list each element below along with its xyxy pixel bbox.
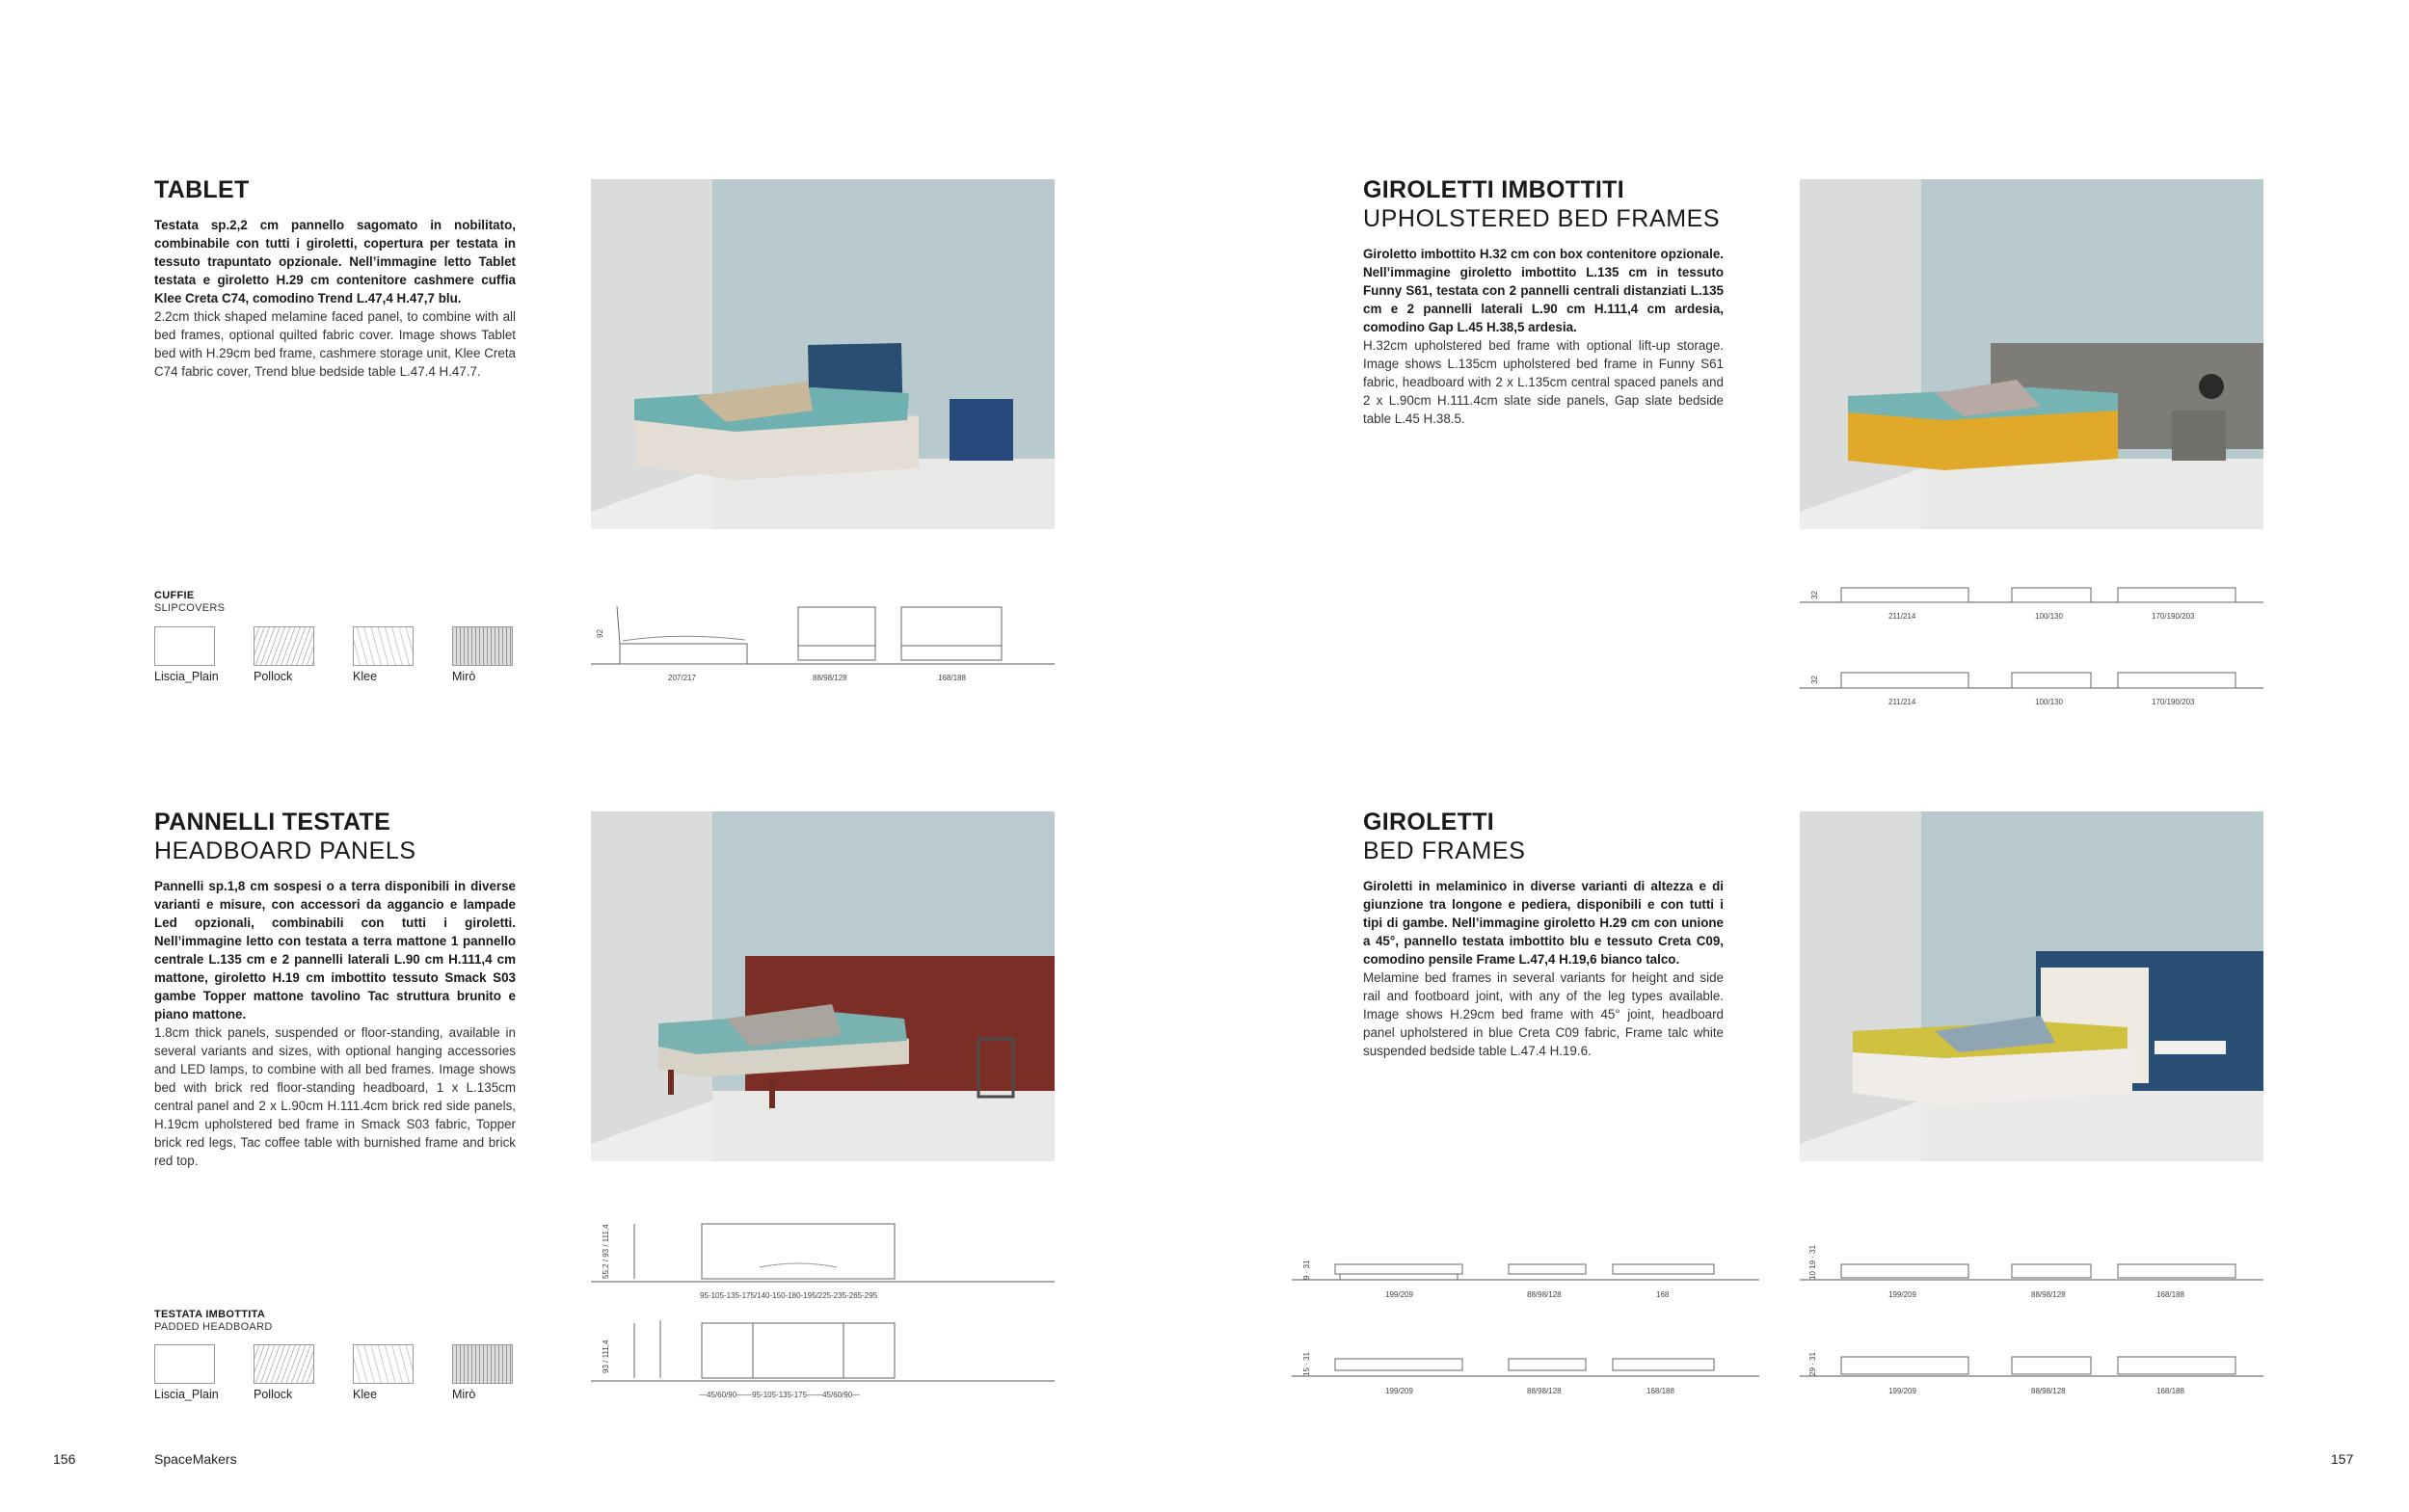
giroletti-dim-b: 88/98/128 <box>1527 1387 1562 1395</box>
giroletti-dim-a: 199/209 <box>1385 1387 1413 1395</box>
pannelli-padded <box>154 1309 273 1334</box>
imbottiti-dim-c: 170/190/203 <box>2152 698 2195 706</box>
brand-name: SpaceMakers <box>154 1451 237 1467</box>
imbottiti-dim-b: 100/130 <box>2035 698 2063 706</box>
swatch-label: Klee <box>353 1388 378 1401</box>
giroletti-dim-c: 168/188 <box>2156 1290 2184 1299</box>
giroletti-dim-h: 29 · 31 <box>1808 1352 1817 1376</box>
giroletti-dim-h: 10 19 · 31 <box>1808 1244 1817 1280</box>
giroletti-dim-b: 88/98/128 <box>1527 1290 1562 1299</box>
imbottiti-dim-h: 32 <box>1810 676 1819 684</box>
tablet-dim-h: 92 <box>596 629 604 638</box>
imbottiti-dim-b: 100/130 <box>2035 612 2063 621</box>
giroletti-text-en: Melamine bed frames in several variants for height and side rail and footboard joint, with any of the leg types available. Image shows H.29cm bed frame with 45° joint, headboard panel upholstered in blue Creta C09 fabric, Frame talc white suspended bedside table L.47.4 H.19.6. <box>1363 970 1724 1058</box>
giroletti-dim-a: 199/209 <box>1888 1387 1916 1395</box>
giroletti-section <box>1363 808 1724 1060</box>
giroletti-drawing-left <box>1292 1243 1759 1407</box>
page-number-right: 157 <box>2331 1451 2354 1467</box>
swatch-plain <box>154 626 215 666</box>
giroletti-dim-c: 168 <box>1656 1290 1670 1299</box>
tablet-slipcovers <box>154 590 225 615</box>
giroletti-dim-a: 199/209 <box>1888 1290 1916 1299</box>
giroletti-drawing-right <box>1800 1243 2263 1407</box>
swatch-klee <box>353 1344 414 1384</box>
pannelli-dim-w2: —45/60/90——95-105-135-175——45/60/90— <box>699 1391 861 1399</box>
pannelli-drawing <box>591 1209 1055 1402</box>
swatch-label: Mirò <box>452 1388 476 1401</box>
tablet-text-it: Testata sp.2,2 cm pannello sagomato in nobilitato, combinabile con tutti i giroletti, copertura per testata in tessuto trapuntato opzionale. Nell’immagine letto Tablet testata e giroletto H.29 cm contenitore cashmere cuffia Klee Creta C74, comodino Trend L.47,4 H.47,7 blu. <box>154 218 516 305</box>
swatch-label: Pollock <box>254 670 293 683</box>
tablet-dim-c: 168/188 <box>938 674 966 682</box>
imbottiti-dim-h: 32 <box>1810 591 1819 599</box>
swatch-miro <box>452 626 513 666</box>
padded-title: TESTATA IMBOTTITA <box>154 1309 266 1320</box>
giroletti-subtitle: BED FRAMES <box>1363 837 1526 864</box>
pannelli-text-en: 1.8cm thick panels, suspended or floor-standing, available in several variants and sizes, with optional hanging accessories and LED lamps, to combine with all bed frames. Image shows bed with brick red floor-standing headboard, 1 x L.135cm central panel and 2 x L.90cm H.111.4cm brick red side panels, H.19cm upholstered bed frame in Smack S03 fabric, Topper brick red legs, Tac coffee table with burnished frame and brick red top. <box>154 1025 516 1168</box>
pannelli-dim-h1: 55,2 / 93 / 111,4 <box>602 1224 610 1279</box>
swatch-label: Liscia_Plain <box>154 670 219 683</box>
pannelli-photo <box>591 811 1055 1161</box>
swatch-pollock <box>254 1344 314 1384</box>
tablet-photo <box>591 179 1055 529</box>
imbottiti-dim-c: 170/190/203 <box>2152 612 2195 621</box>
swatch-pollock <box>254 626 314 666</box>
swatch-label: Pollock <box>254 1388 293 1401</box>
swatch-label: Liscia_Plain <box>154 1388 219 1401</box>
imbottiti-drawing <box>1800 569 2263 723</box>
pannelli-dim-h2: 93 / 111,4 <box>602 1340 610 1373</box>
pannelli-section <box>154 808 516 1170</box>
padded-subtitle: PADDED HEADBOARD <box>154 1321 273 1333</box>
tablet-drawing <box>591 597 1055 689</box>
slipcovers-title: CUFFIE <box>154 590 195 601</box>
pannelli-subtitle: HEADBOARD PANELS <box>154 837 416 864</box>
pannelli-dim-w1: 95-105-135-175/140-150-180-195/225-235-265-295 <box>700 1291 878 1300</box>
page-number-left: 156 <box>53 1451 76 1467</box>
imbottiti-dim-a: 211/214 <box>1888 612 1916 621</box>
imbottiti-dim-a: 211/214 <box>1888 698 1916 706</box>
giroletti-dim-h: 15 · 31 <box>1302 1352 1311 1376</box>
tablet-dim-b: 88/98/128 <box>813 674 847 682</box>
tablet-text-en: 2.2cm thick shaped melamine faced panel, to combine with all bed frames, optional quilted fabric cover. Image shows Tablet bed with H.29cm bed frame, cashmere storage unit, Klee Creta C74 fabric cover, Trend blue bedside table L.47.4 H.47.7. <box>154 309 516 379</box>
swatch-plain <box>154 1344 215 1384</box>
giroletti-dim-c: 168/188 <box>2156 1387 2184 1395</box>
imbottiti-section <box>1363 175 1724 428</box>
swatch-miro <box>452 1344 513 1384</box>
pannelli-title: PANNELLI TESTATE <box>154 809 391 836</box>
giroletti-dim-c: 168/188 <box>1646 1387 1674 1395</box>
imbottiti-text-it: Giroletto imbottito H.32 cm con box contenitore opzionale. Nell’immagine giroletto imbottito L.135 cm in tessuto Funny S61, testata con 2 pannelli centrali distanziati L.135 cm e 2 pannelli laterali L.90 cm H.111,4 cm ardesia, comodino Gap L.45 H.38,5 ardesia. <box>1363 247 1724 334</box>
pannelli-text-it: Pannelli sp.1,8 cm sospesi o a terra disponibili in diverse varianti e misure, con accessori da aggancio e lampade Led opzionali, combinabili con tutti i giroletti. Nell’immagine letto con testata a terra mattone 1 pannello centrale L.135 cm e 2 pannelli laterali L.90 cm H.111,4 cm mattone, giroletto H.19 cm imbottito tessuto Smack S03 gambe Topper mattone tavolino Tac struttura brunito e piano mattone. <box>154 879 516 1021</box>
tablet-swatches <box>154 626 521 684</box>
swatch-label: Klee <box>353 670 378 683</box>
giroletti-title: GIROLETTI <box>1363 809 1495 836</box>
giroletti-dim-a: 199/209 <box>1385 1290 1413 1299</box>
giroletti-dim-h: 9 · 31 <box>1302 1260 1311 1280</box>
giroletti-text-it: Giroletti in melaminico in diverse varianti di altezza e di giunzione tra longone e pediera, disponibili e con tutti i tipi di gambe. Nell’immagine giroletto H.29 cm con unione a 45°, pannello testata imbottito blu e tessuto Creta C09, comodino pensile Frame L.47,4 H.19,6 bianco talco. <box>1363 879 1724 967</box>
tablet-dim-a: 207/217 <box>668 674 696 682</box>
slipcovers-subtitle: SLIPCOVERS <box>154 602 226 614</box>
imbottiti-text-en: H.32cm upholstered bed frame with optional lift-up storage. Image shows L.135cm upholstered bed frame in Funny S61 fabric, headboard with 2 x L.135cm central spaced panels and 2 x L.90cm H.111.4cm slate side panels, Gap slate bedside table L.45 H.38.5. <box>1363 338 1724 426</box>
giroletti-photo <box>1800 811 2263 1161</box>
imbottiti-title: GIROLETTI IMBOTTITI <box>1363 176 1624 203</box>
swatch-klee <box>353 626 414 666</box>
tablet-section <box>154 175 516 381</box>
tablet-title: TABLET <box>154 176 250 203</box>
giroletti-dim-b: 88/98/128 <box>2031 1290 2066 1299</box>
pannelli-swatches <box>154 1344 521 1402</box>
imbottiti-subtitle: UPHOLSTERED BED FRAMES <box>1363 205 1721 232</box>
swatch-label: Mirò <box>452 670 476 683</box>
giroletti-dim-b: 88/98/128 <box>2031 1387 2066 1395</box>
imbottiti-photo <box>1800 179 2263 529</box>
